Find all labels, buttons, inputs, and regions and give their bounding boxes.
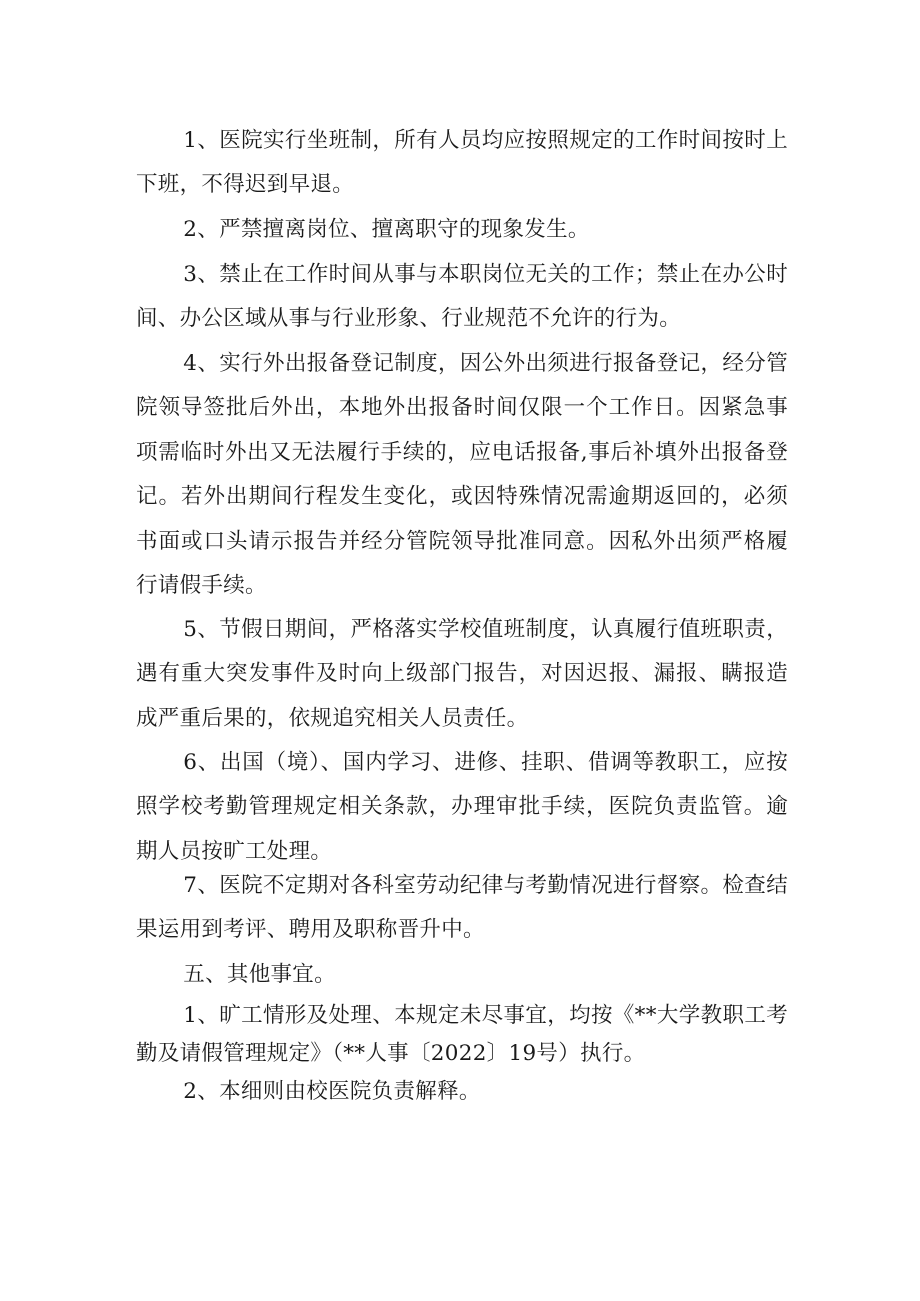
paragraph-rule-1: 1、医院实行坐班制，所有人员均应按照规定的工作时间按时上下班，不得迟到早退。 [136,128,788,198]
section-heading-other-matters: 五、其他事宜。 [183,962,336,987]
paragraph-rule-2: 2、严禁擅离岗位、擅离职守的现象发生。 [183,217,590,242]
paragraph-other-1: 1、旷工情形及处理、本规定未尽事宜，均按《**大学教职工考勤及请假管理规定》（**人事〔2022〕19号）执行。 [136,1003,788,1066]
paragraph-rule-3: 3、禁止在工作时间从事与本职岗位无关的工作；禁止在办公时间、办公区域从事与行业形象、行业规范不允许的行为。 [136,262,788,332]
paragraph-rule-6: 6、出国（境）、国内学习、进修、挂职、借调等教职工，应按照学校考勤管理规定相关条款，办理审批手续，医院负责监管。逾期人员按旷工处理。 [136,750,788,864]
paragraph-rule-4: 4、实行外出报备登记制度，因公外出须进行报备登记，经分管院领导签批后外出，本地外出报备时间仅限一个工作日。因紧急事项需临时外出又无法履行手续的，应电话报备,事后补填外出报备登记。若外出期间行程发生变化，或因特殊情况需逾期返回的，必须书面或口头请示报告并经分管院领导批准同意。因私外出须严格履行请假手续。 [136,351,788,599]
paragraph-rule-7: 7、医院不定期对各科室劳动纪律与考勤情况进行督察。检查结果运用到考评、聘用及职称晋升中。 [136,873,788,943]
paragraph-rule-5: 5、节假日期间，严格落实学校值班制度，认真履行值班职责，遇有重大突发事件及时向上级部门报告，对因迟报、漏报、瞒报造成严重后果的，依规追究相关人员责任。 [136,617,788,731]
paragraph-other-2: 2、本细则由校医院负责解释。 [183,1079,481,1104]
